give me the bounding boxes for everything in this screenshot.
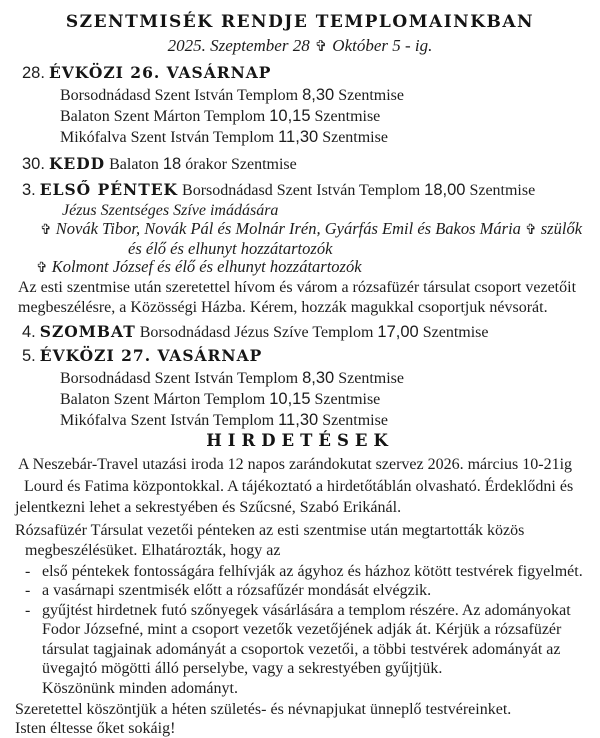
announcements-heading: HIRDETÉSEK (206, 431, 394, 450)
notice-line: Az esti szentmise után szeretettel hívom és várom a rózsafüzér társulat csoport vezetőit (18, 279, 577, 296)
cross-icon: ✞ (36, 261, 48, 276)
paragraph-line: A Neszebár-Travel utazási iroda 12 napos zarándokutat szervez 2026. március 10-21ig (18, 456, 573, 473)
paragraph-line: jelentkezni lehet a sekrestyében és Szűcsné, Szabó Erikánál. (15, 499, 402, 516)
day-number: 4. (22, 323, 36, 341)
mass-line (60, 389, 600, 410)
cross-icon: ✞ (525, 223, 537, 238)
day-number: 3. (22, 181, 36, 199)
day-heading-first-friday (22, 179, 600, 202)
mass-place: Mikófalva Szent István Templom (60, 412, 275, 429)
day-number: 30. (22, 155, 45, 173)
bullet-text: gyűjtést hirdetnek futó szőnyegek vásárlására a templom részére. Az adományokat (42, 601, 571, 619)
bullet-item (25, 581, 600, 601)
mass-place: Borsodnádasd Szent István Templom (60, 87, 299, 104)
day-heading-saturday (22, 321, 600, 344)
mass-time: 11,30 (278, 411, 319, 429)
date-start: 2025. Szeptember 28 (167, 36, 310, 55)
mass-time: 11,30 (278, 128, 319, 146)
closing-line: Szeretettel köszöntjük a héten születés- és névnapjukat ünneplő testvéreinket. (15, 701, 512, 718)
mass-line (60, 410, 600, 431)
paragraph-line: Lourd és Fatima központokkal. A tájékoztató a hirdetőtáblán olvasható. Érdeklődni és (24, 477, 574, 495)
mass-place: Balaton Szent Márton Templom (60, 391, 266, 408)
mass-line (60, 368, 600, 389)
day-name: ÉVKÖZI 27. VASÁRNAP (39, 346, 263, 365)
mass-word: Szentmise (314, 108, 381, 125)
paragraph-line: megbeszélésüket. Elhatározták, hogy az (25, 542, 281, 559)
memorial-suffix: szülők (540, 219, 583, 238)
announcement-paragraph-rosary (0, 521, 600, 562)
cross-icon: ✞ (314, 39, 328, 55)
mass-word: Szentmise (322, 412, 388, 429)
mass-time: 10,15 (269, 390, 311, 408)
mass-place: Balaton Szent Márton Templom (60, 108, 266, 125)
mass-time: 8,30 (302, 369, 335, 387)
date-end: Október 5 - ig. (332, 36, 433, 55)
mass-word: Szentmise (322, 129, 388, 146)
church-bulletin-page (0, 11, 600, 737)
closing-line: Isten éltesse őket sokáig! (15, 720, 176, 737)
memorial-continuation: és élő és elhunyt hozzátartozók (128, 239, 333, 258)
day-heading-sunday-27 (22, 345, 600, 368)
notice-line: megbeszélésre, a Közösségi Házba. Kérem, hozzák magukkal csoportjuk névsorát. (18, 299, 548, 316)
announcement-paragraph-travel (0, 454, 600, 519)
day-heading-tuesday (22, 153, 600, 176)
bullet-dash: - (25, 601, 31, 619)
page-title: SZENTMISÉK RENDJE TEMPLOMAINKBAN (65, 12, 535, 32)
mass-word: Szentmise (422, 324, 489, 341)
mass-time: 17,00 (377, 323, 419, 341)
bullet-continuation: társulat tagjainak adományát a csoportok vezetői, a többi testvérek adományát az (42, 640, 561, 658)
mass-place: Borsodnádasd Szent István Templom (182, 182, 421, 199)
day-name: KEDD (48, 154, 106, 173)
day-name: ÉVKÖZI 26. VASÁRNAP (48, 63, 272, 82)
memorial-names: Kolmont József és élő és elhunyt hozzátartozók (51, 257, 362, 276)
bullet-continuation: üvegajtó mögötti álló perselybe, vagy a sekrestyében gyűjtjük. (42, 660, 443, 677)
day-name: SZOMBAT (39, 322, 136, 341)
date-range (0, 34, 600, 59)
mass-intention: Jézus Szentséges Szíve imádására (62, 202, 279, 219)
day-number: 5. (22, 347, 36, 365)
mass-word: Szentmise (469, 182, 536, 199)
bullet-continuation: Köszönünk minden adományt. (42, 679, 238, 697)
mass-word: Szentmise (314, 391, 381, 408)
mass-place: Mikófalva Szent István Templom (60, 129, 275, 146)
cross-icon: ✞ (40, 223, 52, 238)
mass-time: 8,30 (302, 86, 335, 104)
day-name: ELSŐ PÉNTEK (39, 180, 179, 199)
memorial-line (36, 258, 600, 278)
bullet-item (25, 601, 600, 621)
mass-word: Szentmise (338, 87, 404, 104)
memorial-names: Novák Tibor, Novák Pál és Molnár Irén, Gyárfás Emil és Bakos Mária (55, 219, 521, 238)
mass-line (60, 85, 600, 106)
day-heading-sunday-26 (22, 62, 600, 85)
paragraph-line: Rózsafüzér Társulat vezetői pénteken az esti szentmise után megtartották közös (15, 521, 525, 539)
bullet-text: a vasárnapi szentmisék előtt a rózsafűzér mondását elvégzik. (42, 582, 432, 599)
bullet-text: első péntekek fontosságára felhívják az ágyhoz és házhoz kötött testvérek figyelmét. (42, 562, 583, 580)
mass-word: órakor Szentmise (185, 156, 297, 173)
bullet-dash: - (25, 562, 31, 580)
bullet-dash: - (25, 582, 31, 599)
mass-place: Borsodnádasd Jézus Szíve Templom (139, 324, 374, 341)
mass-place: Borsodnádasd Szent István Templom (60, 370, 299, 387)
mass-line (60, 106, 600, 127)
memorial-line (40, 220, 600, 240)
mass-place: Balaton (109, 156, 159, 173)
mass-time: 18,00 (424, 181, 466, 199)
mass-word: Szentmise (338, 370, 404, 387)
day-number: 28. (22, 64, 45, 82)
mass-time: 18 (162, 155, 182, 173)
mass-time: 10,15 (269, 107, 311, 125)
mass-line (60, 127, 600, 148)
bullet-item (25, 562, 600, 582)
bullet-continuation: Fodor Józsefné, mint a csoport vezetők vezetőjének adják át. Kérjük a rózsafüzér (42, 621, 562, 638)
